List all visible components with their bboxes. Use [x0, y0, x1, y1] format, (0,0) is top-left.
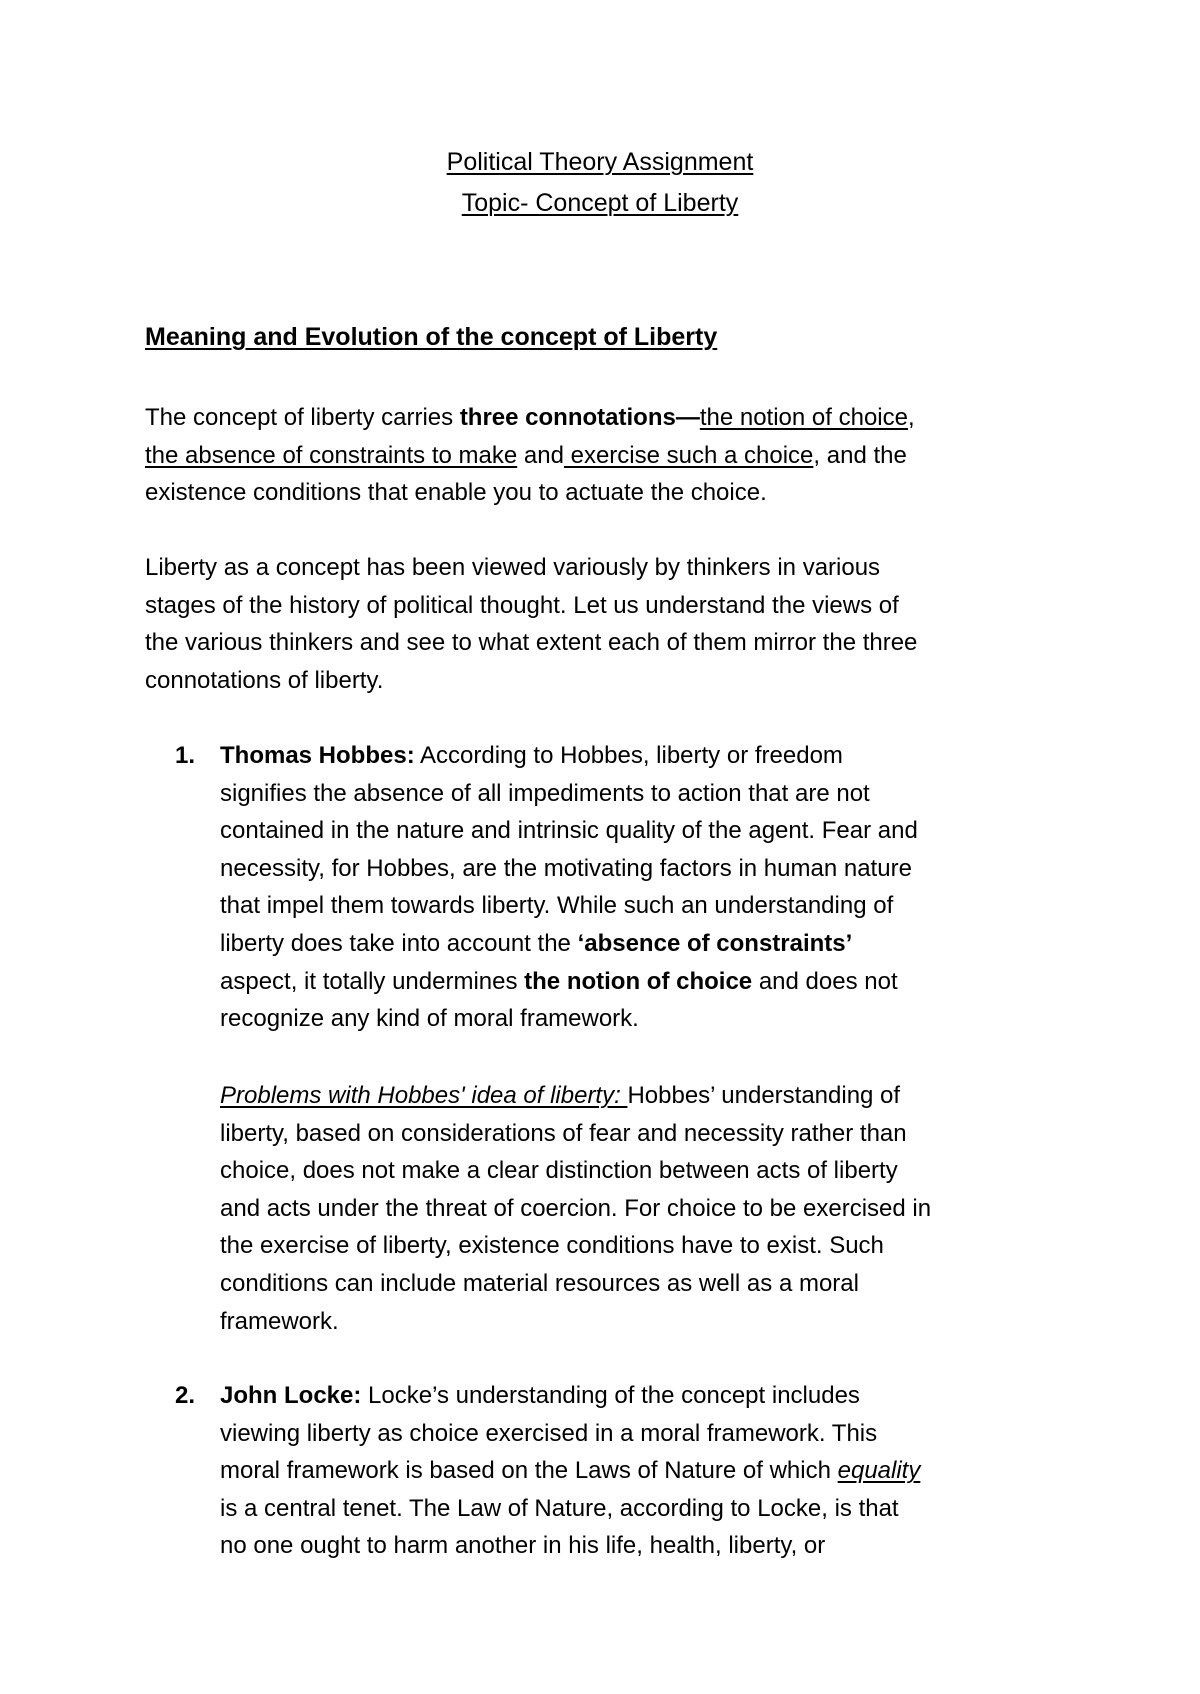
- document-topic: Topic- Concept of Liberty: [461, 189, 739, 217]
- list-item-body: [220, 1377, 1075, 1565]
- paragraph-views: [145, 549, 1075, 699]
- paragraph-line: Liberty as a concept has been viewed variously by thinkers in various: [145, 554, 881, 581]
- list-number: 1.: [175, 742, 196, 769]
- paragraph-line: [220, 1452, 1075, 1490]
- underlined-run: exercise such a choice: [563, 441, 814, 469]
- list-item-body: [220, 737, 1075, 1038]
- paragraph-line: existence conditions that enable you to actuate the choice.: [145, 479, 767, 507]
- bold-run: ‘absence of constraints’: [577, 929, 853, 957]
- text-run: Locke’s understanding of the concept includes: [361, 1382, 860, 1409]
- paragraph-line: conditions can include material resources as well as a moral: [220, 1269, 859, 1297]
- paragraph-line: recognize any kind of moral framework.: [220, 1005, 639, 1033]
- paragraph-line: the exercise of liberty, existence conditions have to exist. Such: [220, 1232, 884, 1260]
- italic-underlined-run: equality: [837, 1457, 921, 1485]
- paragraph-line: [145, 399, 1075, 437]
- paragraph-line: viewing liberty as choice exercised in a moral framework. This: [220, 1419, 878, 1447]
- paragraph-line: and acts under the threat of coercion. For choice to be exercised in: [220, 1194, 932, 1222]
- paragraph-line: [220, 1077, 1080, 1115]
- paragraph-line: signifies the absence of all impediments to action that are not: [220, 779, 870, 807]
- paragraph-line: the various thinkers and see to what extent each of them mirror the three: [145, 629, 918, 657]
- paragraph-line: liberty, based on considerations of fear and necessity rather than: [220, 1119, 907, 1147]
- paragraph-line: stages of the history of political thought. Let us understand the views of: [145, 591, 899, 619]
- italic-underlined-run: Problems with Hobbes' idea of liberty:: [220, 1082, 628, 1109]
- text-run: aspect, it totally undermines: [220, 967, 525, 995]
- document-title: Political Theory Assignment: [446, 148, 754, 176]
- paragraph-line: choice, does not make a clear distinction between acts of liberty: [220, 1157, 898, 1185]
- bold-run: three connotations—: [459, 404, 700, 431]
- text-run: The concept of liberty carries: [145, 404, 460, 431]
- text-run: ,: [907, 404, 915, 431]
- paragraph-line: connotations of liberty.: [145, 666, 384, 694]
- paragraph-line: framework.: [220, 1307, 339, 1335]
- text-run: , and the: [813, 441, 907, 469]
- text-run: liberty does take into account the: [220, 929, 578, 957]
- text-run: According to Hobbes, liberty or freedom: [414, 742, 843, 769]
- paragraph-line: no one ought to harm another in his life, health, liberty, or: [220, 1532, 826, 1560]
- paragraph-line: that impel them towards liberty. While such an understanding of: [220, 892, 894, 920]
- list-number: 2.: [175, 1382, 196, 1409]
- paragraph-line: necessity, for Hobbes, are the motivating factors in human nature: [220, 854, 912, 882]
- paragraph-line: [220, 925, 1075, 963]
- paragraph-connotations: [145, 399, 1075, 512]
- paragraph-line: [220, 963, 1075, 1001]
- paragraph-line: contained in the nature and intrinsic quality of the agent. Fear and: [220, 817, 918, 845]
- thinker-name: John Locke:: [220, 1382, 362, 1409]
- underlined-run: the notion of choice: [699, 404, 908, 431]
- bold-run: the notion of choice: [524, 967, 753, 995]
- text-run: Hobbes’ understanding of: [627, 1082, 901, 1109]
- paragraph-line: [145, 437, 1075, 475]
- paragraph-line: [220, 1377, 1075, 1415]
- underlined-run: the absence of constraints to make: [145, 441, 518, 469]
- paragraph-problems: [220, 1077, 1080, 1340]
- text-run: moral framework is based on the Laws of Nature of which: [220, 1457, 838, 1485]
- paragraph-line: is a central tenet. The Law of Nature, according to Locke, is that: [220, 1494, 899, 1522]
- paragraph-line: [220, 737, 1075, 775]
- text-run: and does not: [752, 967, 898, 995]
- text-run: and: [517, 441, 564, 469]
- thinker-name: Thomas Hobbes:: [220, 742, 415, 769]
- section-heading: Meaning and Evolution of the concept of Liberty: [145, 323, 718, 351]
